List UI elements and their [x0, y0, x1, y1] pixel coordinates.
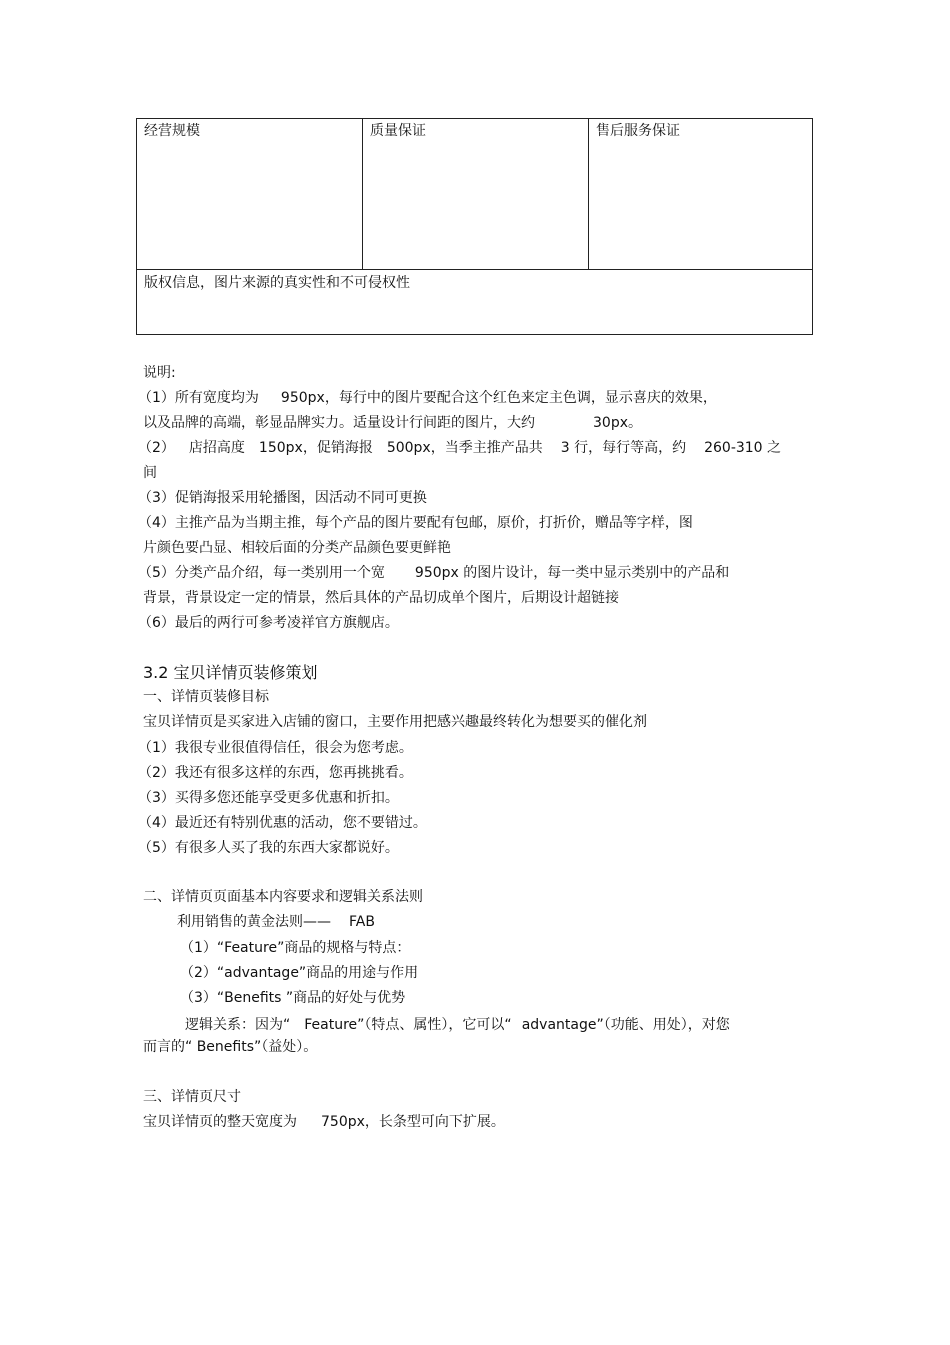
size-paragraph	[143, 1112, 505, 1132]
table-cell-service: 售后服务保证	[589, 119, 812, 270]
note-5-text-b: 950px 的图片设计，每一类中显示类别中的产品和	[414, 565, 730, 581]
table-cell-quality: 质量保证	[363, 119, 589, 270]
fab-item: （2）“advantage”商品的用途与作用	[180, 965, 419, 981]
note-5-line-2: 背景，背景设定一定的情景，然后具体的产品切成单个图片，后期设计超链接	[143, 590, 619, 606]
goal-item: （5）有很多人买了我的东西大家都说好。	[138, 840, 399, 856]
note-2-line-1	[138, 438, 781, 458]
logic-line-2: 而言的“ Benefits”（益处）。	[143, 1039, 318, 1055]
note-4-line-2: 片颜色要凸显、相较后面的分类产品颜色要更鲜艳	[143, 540, 451, 556]
note-2-line-2: 间	[143, 465, 157, 481]
goal-item: （1）我很专业很值得信任，很会为您考虑。	[138, 740, 413, 756]
logic-line-1	[185, 1015, 730, 1035]
note-5-line-1	[138, 563, 729, 583]
note-5-text-a: （5）分类产品介绍，每一类别用一个宽	[138, 565, 385, 581]
note-1-text-a: （1）所有宽度均为	[138, 390, 259, 406]
goal-item: （3）买得多您还能享受更多优惠和折扣。	[138, 790, 399, 806]
note-1-text-d: 30px。	[593, 415, 642, 431]
note-2-text-f: 260-310 之	[704, 440, 782, 456]
fab-item: （1）“Feature”商品的规格与特点：	[180, 940, 411, 956]
goal-item: （4）最近还有特别优惠的活动，您不要错过。	[138, 815, 427, 831]
note-4-line-1: （4）主推产品为当期主推，每个产品的图片要配有包邮，原价，打折价，赠品等字样，图	[138, 515, 693, 531]
logic-text-b: Feature”（特点、属性），它可以“	[304, 1017, 512, 1033]
logic-text-c: advantage”（功能、用处），对您	[521, 1017, 730, 1033]
fab-rule	[177, 912, 375, 932]
goal-item: （2）我还有很多这样的东西，您再挑挑看。	[138, 765, 413, 781]
logic-text-a: 逻辑关系：因为“	[185, 1017, 291, 1033]
size-text-b: 750px，长条型可向下扩展。	[321, 1114, 505, 1130]
note-1-text-c: 以及品牌的高端，彰显品牌实力。适量设计行间距的图片，大约	[143, 415, 535, 431]
note-2-text-d: 500px，当季主推产品共	[386, 440, 543, 456]
note-1-line-2	[143, 413, 642, 433]
note-2-text-c: 150px，促销海报	[258, 440, 373, 456]
size-text-a: 宝贝详情页的整天宽度为	[143, 1114, 297, 1130]
note-6: （6）最后的两行可参考凌祥官方旗舰店。	[138, 615, 399, 631]
note-1-text-b: 950px，每行中的图片要配合这个红色来定主色调，显示喜庆的效果，	[280, 390, 717, 406]
note-2-text-a: （2）	[138, 440, 175, 456]
table-cell-scale: 经营规模	[137, 119, 363, 270]
section-heading: 3.2 宝贝详情页装修策划	[143, 663, 318, 682]
table-cell-copyright: 版权信息，图片来源的真实性和不可侵权性	[144, 275, 410, 291]
subheading-goal: 一、详情页装修目标	[143, 689, 269, 705]
subheading-content-rules: 二、详情页页面基本内容要求和逻辑关系法则	[143, 889, 423, 905]
note-3: （3）促销海报采用轮播图，因活动不同可更换	[138, 490, 427, 506]
fab-rule-text: 利用销售的黄金法则——	[177, 914, 331, 930]
notes-title: 说明:	[143, 365, 176, 381]
subheading-size: 三、详情页尺寸	[143, 1089, 241, 1105]
note-1-line-1	[138, 388, 717, 408]
note-2-text-e: 3 行，每行等高，约	[560, 440, 687, 456]
info-table	[136, 118, 813, 335]
note-2-text-b: 店招高度	[188, 440, 245, 456]
fab-item: （3）“Benefits ”商品的好处与优势	[180, 990, 406, 1006]
intro-paragraph: 宝贝详情页是买家进入店铺的窗口，主要作用把感兴趣最终转化为想要买的催化剂	[143, 714, 647, 730]
fab-rule-acronym: FAB	[349, 914, 375, 930]
